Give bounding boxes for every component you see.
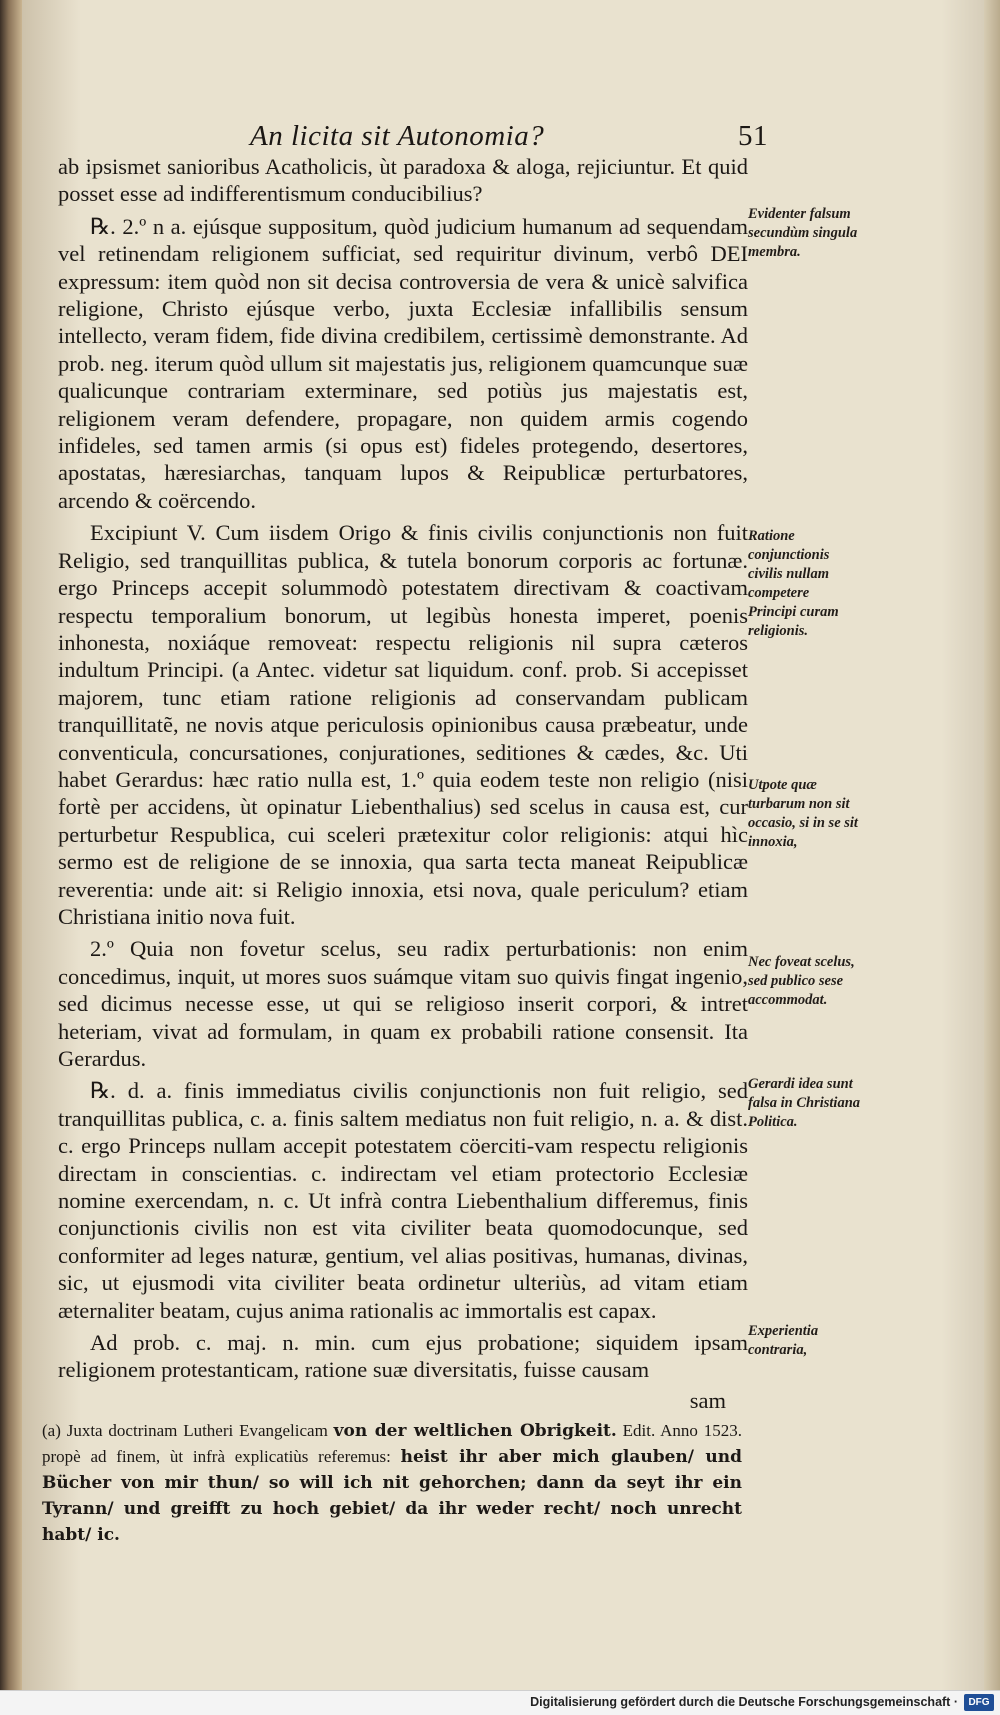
paragraph: ℞. d. a. finis immediatus civilis conjunctionis non fuit religio, sed tranquillitas publica, c. a. finis saltem mediatus non fuit religio, n. a. & dist. c. ergo Princeps nullam accepit potestatem cöerciti-vam respectu religionis directam in conscientias. c. indirectam vel etiam protectorio Ecclesiæ nomine exercendam, n. c. Ut infrà contra Liebenthalium differemus, finis conjunctionis civilis non est vita civiliter beata quomodocunque, sed conformiter ad leges naturæ, gentium, vel alias positivas, humanas, divinas, sic, ut ejusmodi vita civiliter beata ordinetur ulteriùs, ad vitam etiam æternaliter beatam, cujus anima rationalis ac immortalis est capax. xyxy=(58,1078,748,1323)
page-fore-edge xyxy=(984,0,1000,1690)
paragraph: ab ipsismet sanioribus Acatholicis, ùt paradoxa & aloga, rejiciuntur. Et quid posset esse ad indifferentismum conducibilius? xyxy=(58,154,748,207)
running-head-title: An licita sit Autonomia? xyxy=(250,120,545,152)
paragraph: Excipiunt V. Cum iisdem Origo & finis civilis conjunctionis non fuit Religio, sed tranquillitas publica, & tutela bonorum corporis ac fortunæ. ergo Princeps accepit solummodò potestatem directivam & coactivam respectu temporalium bonorum, ut legibùs honesta imperet, poenis inhonesta, noxiáque removeat: respectu religionis nil supra cæteros indultum Principi. (a Antec. videtur sat liquidum. conf. prob. Si accepisset majorem, tunc etiam ratione religionis ad conservandam publicam tranquillitatẽ, ne novis atque periculosis opinionibus causa præbeatur, unde conventicula, concursationes, conjurationes, seditiones & cædes, &c. Uti habet Gerardus: hæc ratio nulla est, 1.º quia eodem teste non religio (nisi fortè per accidens, ùt opinatur Liebenthalius) sed scelus in causa est, cur perturbetur Respublica, cui sceleri prætexitur color religionis: atqui hìc sermo est de religione de se innoxia, qua sarta tecta maneat Reipublicæ reverentia: unde ait: si Religio innoxia, etsi nova, quale periculum? etiam Christiana initio nova fuit. xyxy=(58,520,748,929)
previous-page-edge xyxy=(0,0,22,1714)
margin-note: Experientia contraria, xyxy=(748,1323,819,1358)
margin-note: Gerardi idea sunt falsa in Christiana Politica. xyxy=(748,1076,861,1130)
main-text xyxy=(58,153,748,1414)
footnote-gothic-title: von der weltlichen Obrigkeit. xyxy=(333,1421,617,1441)
margin-note: Evidenter falsum secundùm singula membra. xyxy=(748,206,858,260)
footnote-edition: Edit. Anno 1523. propè ad finem, ùt infrà explicatiùs referemus: xyxy=(42,1421,743,1466)
margin-note: Ratione conjunctionis civilis nullam competere Principi curam religionis. xyxy=(748,528,839,639)
footnote xyxy=(42,1418,742,1548)
running-head xyxy=(250,120,770,154)
footnote-gothic-quote: heist ihr aber mich glauben/ und Bücher von mir thun/ so will ich nit gehorchen; dann da seyt ihr ein Tyrann/ und greifft zu hoch gebiet/ da ihr weder recht/ noch unrecht habt/ ic. xyxy=(42,1447,743,1545)
paragraph: ℞. 2.º n a. ejúsque suppositum, quòd judicium humanum ad sequendam vel retinendam religionem sufficiat, sed requiritur divinum, verbô DEI expressum: item quòd non sit decisa controversia de vera & unicè salvifica religione, Christo ejúsque verbo, juxta Ecclesiæ infallibilis sensum intellecto, veram fidem, fide divina credibilem, certissimè demonstrante. Ad prob. neg. iterum quòd ullum sit majestatis jus, religionem quamcunque suæ qualicunque contrariam exterminare, sed potiùs jus majestatis est, religionem veram defendere, propagare, non quidem armis cogendo infideles, sed tamen armis (si opus est) fideles protegendo, desertores, apostatas, hæresiarchas, tanquam lupos & Reipublicæ perturbatores, arcendo & coërcendo. xyxy=(58,213,748,513)
page-number: 51 xyxy=(738,120,768,152)
dfg-logo: DFG xyxy=(964,1694,994,1711)
paragraph: Ad prob. c. maj. n. min. cum ejus probatione; siquidem ipsam religionem protestanticam, ratione suæ diversitatis, fuisse causam xyxy=(58,1330,748,1383)
digitization-bar xyxy=(0,1690,1000,1715)
margin-note: Utpote quæ turbarum non sit occasio, si in se sit innoxia, xyxy=(748,777,858,850)
catchword: sam xyxy=(689,1387,726,1413)
paragraph: 2.º Quia non fovetur scelus, seu radix perturbationis: non enim concedimus, inquit, ut mores suos suámque vitam suo quivis fingat ingenio, sed dicimus necesse esse, ut qui se religioso inserit corpori, & intret heteriam, vivat ad formulam, in quam ex probabili ratione consensit. Ita Gerardus. xyxy=(58,936,748,1071)
margin-note: Nec foveat scelus, sed publico sese accommodat. xyxy=(748,954,855,1008)
credit-text: Digitalisierung gefördert durch die Deutsche Forschungsgemeinschaft · xyxy=(530,1695,958,1709)
footnote-latin: (a) Juxta doctrinam Lutheri Evangelicam xyxy=(42,1421,328,1440)
